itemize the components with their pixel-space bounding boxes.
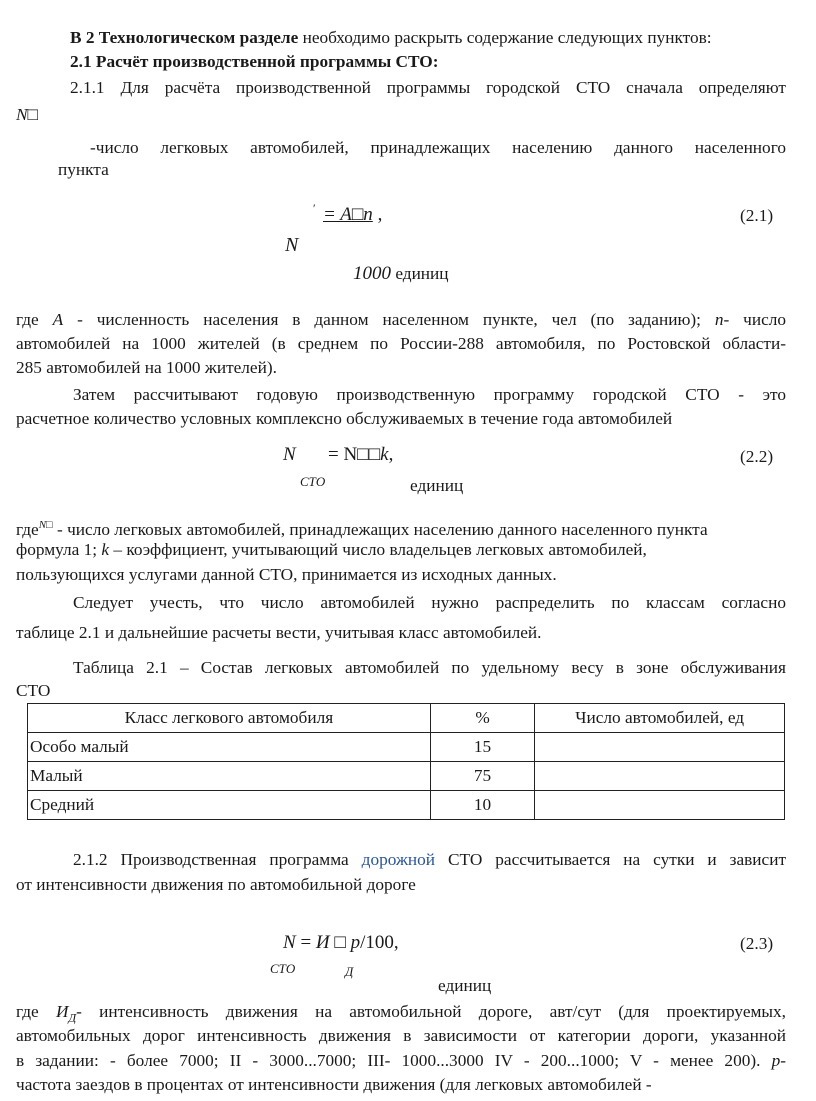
p-then-line1: Затем рассчитывают годовую производственную программу городской СТО - это — [73, 385, 786, 404]
p-note-line2: таблице 2.1 и дальнейшие расчеты вести, учитывая класс автомобилей. — [16, 623, 542, 642]
formula3-sub-sto: СТО — [270, 961, 296, 976]
formula2-sub: СТО — [300, 474, 326, 489]
p211-line3: пункта — [58, 160, 109, 179]
section-heading — [70, 26, 712, 50]
table-cell-percent: 75 — [430, 762, 535, 791]
where3-line3: в задании: - более 7000; II - 3000...7000; III- 1000...3000 IV - 200...1000; V - менее 200). p- — [16, 1051, 786, 1070]
formula1-lhs: N — [285, 234, 299, 256]
formula1-expr: = A□n , — [323, 204, 383, 225]
formula3-number: (2.3) — [740, 934, 774, 953]
table-cell-count — [535, 762, 785, 791]
where2-line1: где$^{N□}$ - число легковых автомобилей, принадлежащих населению данного населенного пункта — [16, 519, 708, 539]
formula1-number: (2.1) — [740, 206, 774, 225]
p211-var: N□ — [16, 105, 38, 124]
table-cell-class: Особо малый — [28, 733, 431, 762]
table-header-class: Класс легкового автомобиля — [28, 704, 431, 733]
p-note-line1: Следует учесть, что число автомобилей нужно распределить по классам согласно — [73, 593, 786, 612]
formula2-lhs: N — [283, 444, 296, 465]
where3-line4: частота заездов в процентах от интенсивности движения (для легковых автомобилей - — [16, 1075, 652, 1094]
where1-line1: где A - численность населения в данном населенном пункте, чел (по заданию); n- число — [16, 310, 787, 329]
where1-line2: автомобилей на 1000 жителей (в среднем по России-288 автомобиля, по Ростовской области- — [16, 334, 786, 353]
table-cell-count — [535, 733, 785, 762]
formula3-expr: N = И □ p/100, — [283, 932, 399, 953]
p212-line2: от интенсивности движения по автомобильной дороге — [16, 875, 416, 894]
table-cell-percent: 10 — [430, 791, 535, 820]
p-then-line2: расчетное количество условных комплексно обслуживаемых в течение года автомобилей — [16, 409, 673, 428]
table-caption-line2: СТО — [16, 681, 51, 700]
table-cell-count — [535, 791, 785, 820]
where3-line1: где $И_Д-$ интенсивность движения на автомобильной дороге, авт/сут (для проектируемых, — [16, 1002, 787, 1025]
formula3-sub-d: Д — [345, 964, 354, 979]
table-cell-class: Средний — [28, 791, 431, 820]
p211-line2: -число легковых автомобилей, принадлежащих населению данного населенного — [90, 138, 786, 157]
where3-line2: автомобильных дорог интенсивность движения в зависимости от категории дороги, указанной — [16, 1026, 786, 1045]
p212-line1: 2.1.2 Производственная программа дорожной СТО рассчитывается на сутки и зависит — [73, 850, 786, 869]
table-cell-class: Малый — [28, 762, 431, 791]
formula2-unit: единиц — [410, 476, 464, 495]
where1-line3: 285 автомобилей на 1000 жителей). — [16, 358, 277, 377]
table-caption-line1: Таблица 2.1 – Состав легковых автомобилей по удельному весу в зоне обслуживания — [73, 658, 786, 677]
where2-line3: пользующихся услугами данной СТО, принимается из исходных данных. — [16, 565, 557, 584]
where2-line2: формула 1; k – коэффициент, учитывающий число владельцев легковых автомобилей, — [16, 540, 647, 559]
formula1-denominator: 1000 единиц — [353, 263, 449, 284]
formula1-prime: ′ — [313, 201, 316, 215]
table-header-row — [28, 704, 785, 733]
table-header-percent: % — [430, 704, 535, 733]
formula2-expr: = N□□k, — [328, 444, 394, 465]
road-link[interactable]: дорожной — [361, 850, 436, 869]
car-class-table — [27, 703, 785, 820]
section-heading-bold: В 2 Технологическом разделе — [70, 28, 299, 47]
formula2-number: (2.2) — [740, 447, 774, 466]
table-cell-percent: 15 — [430, 733, 535, 762]
table-row — [28, 733, 785, 762]
formula3-unit: единиц — [438, 976, 492, 995]
subsection-title: 2.1 Расчёт производственной программы СТО: — [70, 52, 439, 71]
section-heading-rest: необходимо раскрыть содержание следующих пунктов: — [298, 28, 712, 47]
table-header-count: Число автомобилей, ед — [535, 704, 785, 733]
p211-line1: 2.1.1 Для расчёта производственной программы городской СТО сначала определяют — [70, 78, 786, 97]
table-row — [28, 791, 785, 820]
table-row — [28, 762, 785, 791]
